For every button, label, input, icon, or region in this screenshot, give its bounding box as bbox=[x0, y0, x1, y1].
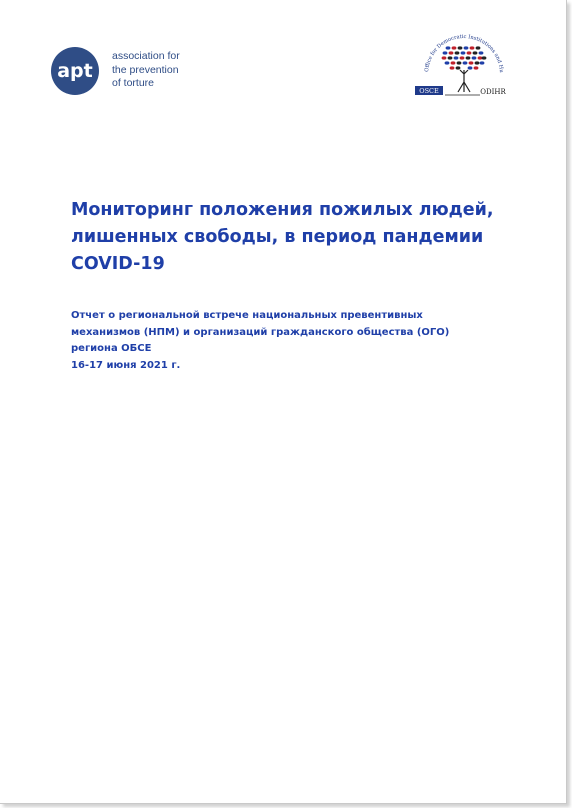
tree-dot bbox=[457, 61, 462, 64]
odihr-tree-emblem bbox=[414, 22, 514, 102]
apt-tagline-line: of torture bbox=[112, 77, 155, 89]
tree-dot bbox=[458, 46, 463, 49]
tree-dot bbox=[470, 46, 475, 49]
subtitle-line: механизмов (НПМ) и организаций гражданского общества (ОГО) bbox=[71, 326, 450, 338]
tree-dot bbox=[464, 46, 469, 49]
tree-dot bbox=[469, 61, 474, 64]
tree-dot bbox=[473, 51, 478, 54]
odihr-logo bbox=[414, 22, 514, 102]
tree-dot bbox=[452, 46, 457, 49]
odihr-label: ODIHR bbox=[480, 88, 506, 96]
tree-dot bbox=[456, 66, 461, 69]
tree-dot bbox=[461, 51, 466, 54]
tree-dot bbox=[448, 56, 453, 59]
tree-dot bbox=[482, 56, 487, 59]
tree-dot bbox=[475, 61, 480, 64]
tree-dot bbox=[476, 46, 481, 49]
tree-dot bbox=[445, 61, 450, 64]
document-subtitle bbox=[71, 308, 511, 374]
tree-dot bbox=[463, 61, 468, 64]
apt-tagline-line: the prevention bbox=[112, 63, 179, 76]
title-line: Мониторинг положения пожилых людей, bbox=[71, 200, 494, 220]
tree-dot bbox=[479, 51, 484, 54]
tree-dot bbox=[466, 56, 471, 59]
apt-logo-text: apt bbox=[57, 60, 93, 82]
subtitle-line: Отчет о региональной встрече национальных превентивных bbox=[71, 310, 423, 321]
tree-dot bbox=[480, 61, 485, 64]
apt-logo bbox=[51, 47, 99, 95]
title-line: лишенных свободы, в период пандемии bbox=[71, 227, 484, 247]
apt-tagline bbox=[112, 50, 180, 91]
tree-dot bbox=[449, 51, 454, 54]
osce-label: OSCE bbox=[419, 87, 439, 95]
document-title bbox=[71, 197, 511, 278]
tree-dot bbox=[468, 66, 473, 69]
subtitle-line: региона ОБСЕ bbox=[71, 343, 152, 354]
tree-dot bbox=[472, 56, 477, 59]
tree-dot bbox=[474, 66, 479, 69]
tree-dot bbox=[451, 61, 456, 64]
tree-dot bbox=[460, 56, 465, 59]
tree-trunk bbox=[458, 70, 470, 92]
subtitle-date: 16-17 июня 2021 г. bbox=[71, 359, 181, 371]
tree-dot bbox=[450, 66, 455, 69]
tree-dot bbox=[446, 46, 451, 49]
tree-dot bbox=[455, 51, 460, 54]
title-line: COVID-19 bbox=[71, 254, 165, 274]
tree-dot bbox=[454, 56, 459, 59]
tree-dot bbox=[442, 56, 447, 59]
tree-dot bbox=[467, 51, 472, 54]
odihr-arc-text: Office for Democratic Institutions and Hu bbox=[424, 33, 505, 73]
tree-dot bbox=[443, 51, 448, 54]
tree-dots bbox=[442, 46, 487, 69]
apt-tagline-line: association for bbox=[112, 50, 180, 62]
